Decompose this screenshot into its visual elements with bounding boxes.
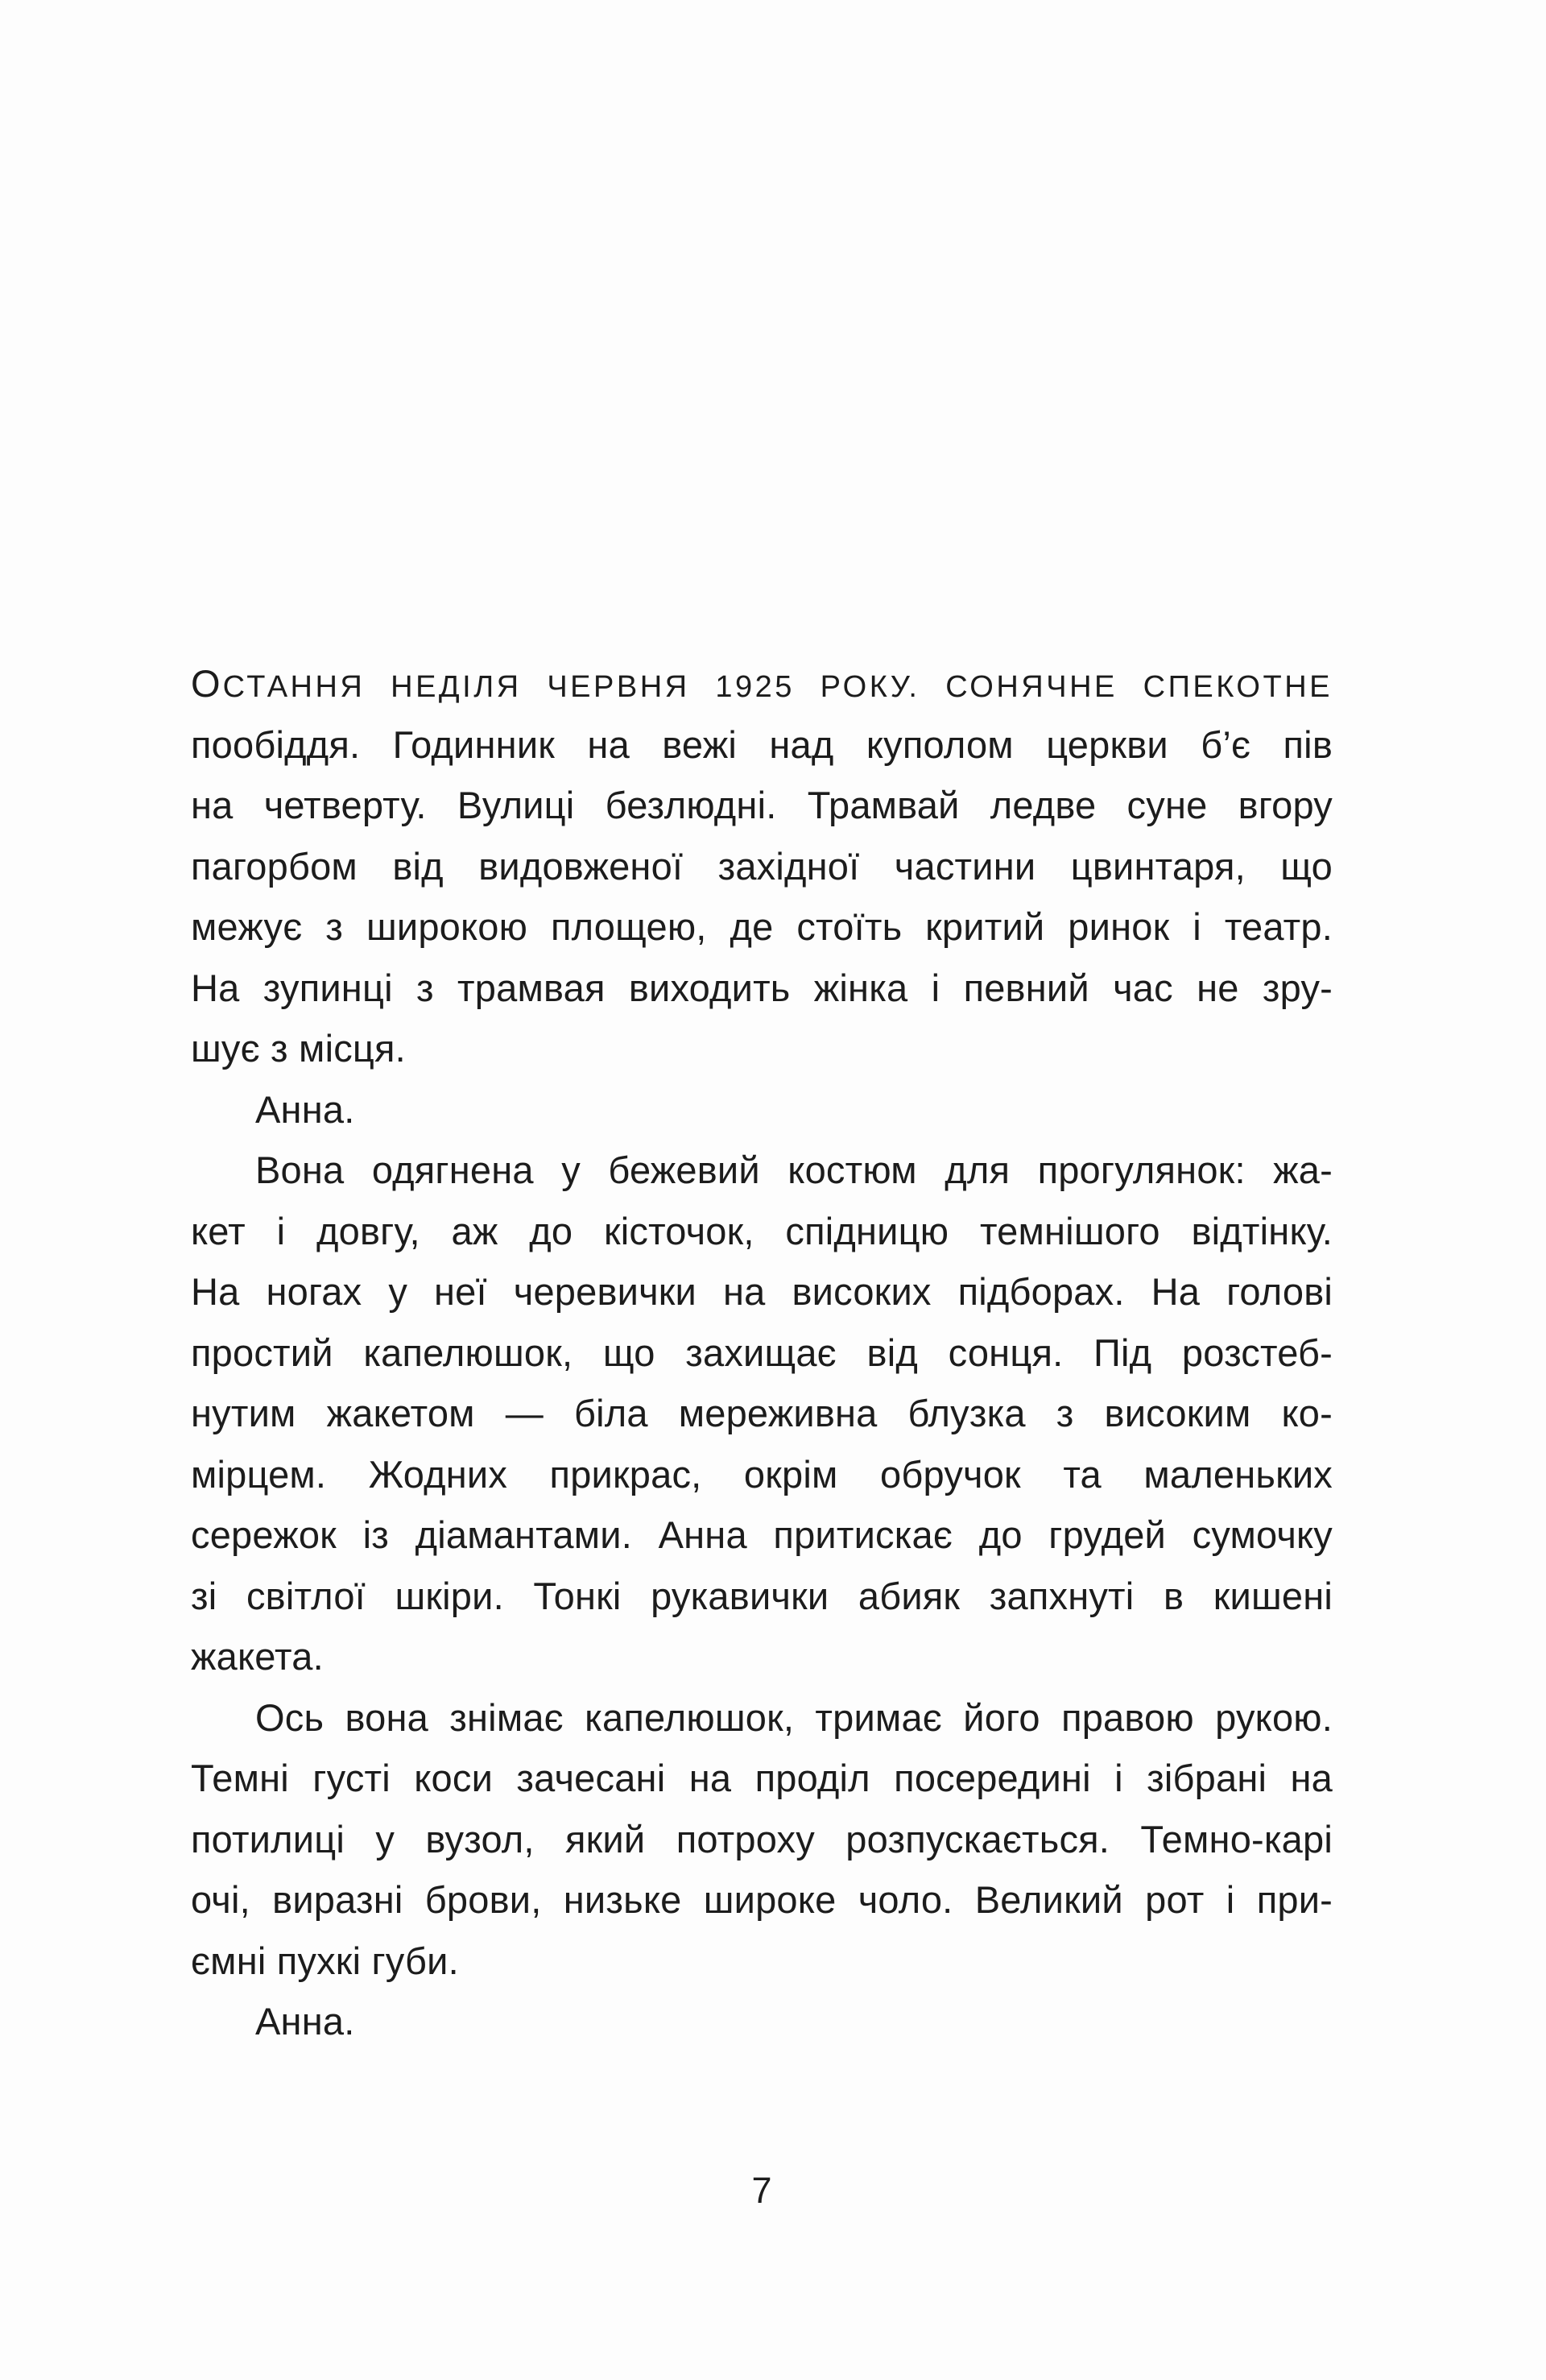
text-line: пообіддя. Годинник на вежі над куполом церкви б’є пів: [191, 722, 1333, 766]
text-line: пагорбом від видовженої західної частини цвинтаря, що: [191, 844, 1333, 888]
opening-smallcaps-text: СТАННЯ НЕДІЛЯ ЧЕРВНЯ 1925 РОКУ. СОНЯЧНЕ СПЕКОТНЕ: [222, 670, 1333, 704]
text-line: простий капелюшок, що захищає від сонця. Під розстеб-: [191, 1331, 1333, 1374]
text-line: Вона одягнена у бежевий костюм для прогулянок: жа-: [255, 1149, 1333, 1191]
text-line: мірцем. Жодних прикрас, окрім обручок та маленьких: [191, 1452, 1333, 1496]
text-line: ємні пухкі губи.: [191, 1939, 459, 1982]
text-line: Ось вона знімає капелюшок, тримає його правою рукою.: [255, 1695, 1333, 1739]
text-line: шує з місця.: [191, 1027, 406, 1070]
text-line: межує з широкою площею, де стоїть критий ринок і театр.: [191, 905, 1333, 948]
text-line: нутим жакетом — біла мереживна блузка з високим ко-: [191, 1392, 1333, 1434]
text-line: потилиці у вузол, який потроху розпускається. Темно-карі: [191, 1817, 1333, 1861]
page-text: [191, 653, 1333, 2052]
text-line: зі світлої шкіри. Тонкі рукавички абияк запхнуті в кишені: [191, 1574, 1333, 1617]
text-line: сережок із діамантами. Анна притискає до грудей сумочку: [191, 1513, 1333, 1556]
text-line: на четверту. Вулиці безлюдні. Трамвай ледве суне вгору: [191, 784, 1333, 826]
opening-initial-letter: О: [191, 662, 223, 705]
text-line: очі, виразні брови, низьке широке чоло. Великий рот і при-: [191, 1878, 1333, 1921]
text-line: Анна.: [255, 1087, 355, 1131]
text-line: На ногах у неї черевички на високих підборах. На голові: [191, 1270, 1333, 1313]
page-number: 7: [751, 2170, 772, 2211]
text-line: На зупинці з трамвая виходить жінка і певний час не зру-: [191, 966, 1333, 1009]
text-line-opening: [191, 653, 1333, 714]
text-line: Темні густі коси зачесані на проділ посередині і зібрані на: [191, 1757, 1333, 1799]
text-line: кет і довгу, аж до кісточок, спідницю темнішого відтінку.: [191, 1209, 1333, 1252]
text-line: Анна.: [255, 2000, 355, 2043]
text-line: жакета.: [191, 1635, 324, 1678]
